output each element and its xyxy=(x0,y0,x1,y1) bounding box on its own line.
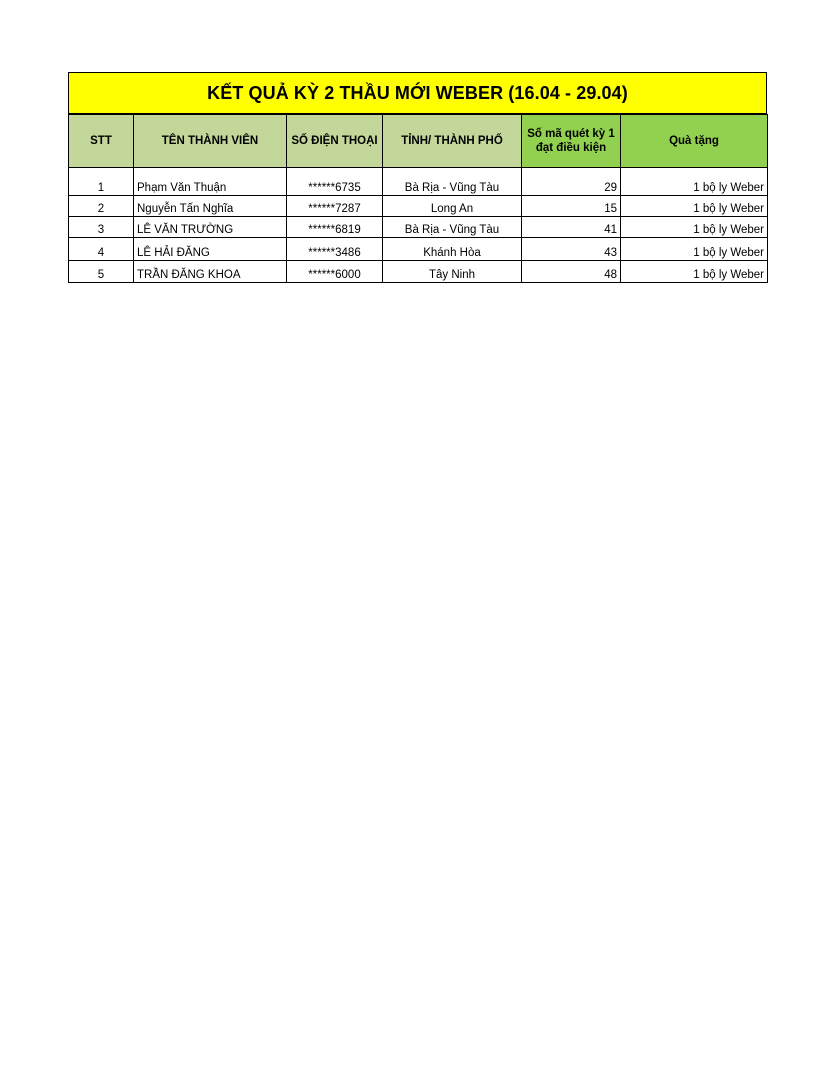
cell-codes: 48 xyxy=(522,261,621,283)
cell-province: Bà Rịa - Vũng Tàu xyxy=(383,168,522,196)
cell-codes: 29 xyxy=(522,168,621,196)
cell-phone: ******6819 xyxy=(287,217,383,238)
header-gift: Quà tặng xyxy=(621,115,768,168)
cell-phone: ******6735 xyxy=(287,168,383,196)
cell-phone: ******7287 xyxy=(287,196,383,217)
header-codes-line1: Số mã quét kỳ 1 xyxy=(527,128,615,140)
cell-province: Long An xyxy=(383,196,522,217)
cell-name: LÊ HẢI ĐĂNG xyxy=(134,238,287,261)
cell-province: Bà Rịa - Vũng Tàu xyxy=(383,217,522,238)
cell-name: LÊ VĂN TRƯỜNG xyxy=(134,217,287,238)
header-province: TỈNH/ THÀNH PHỐ xyxy=(383,115,522,168)
cell-province: Tây Ninh xyxy=(383,261,522,283)
table-row xyxy=(69,261,768,283)
cell-codes: 41 xyxy=(522,217,621,238)
results-table xyxy=(68,114,768,283)
header-codes-line2: đạt điều kiện xyxy=(535,142,607,154)
cell-name: Nguyễn Tấn Nghĩa xyxy=(134,196,287,217)
table-row xyxy=(69,238,768,261)
cell-stt: 5 xyxy=(69,261,134,283)
cell-name: Phạm Văn Thuận xyxy=(134,168,287,196)
cell-stt: 1 xyxy=(69,168,134,196)
cell-phone: ******3486 xyxy=(287,238,383,261)
cell-stt: 4 xyxy=(69,238,134,261)
cell-gift: 1 bộ ly Weber xyxy=(621,261,768,283)
table-header-row xyxy=(69,115,768,168)
cell-name: TRẦN ĐĂNG KHOA xyxy=(134,261,287,283)
sheet-title: KẾT QUẢ KỲ 2 THẦU MỚI WEBER (16.04 - 29.04) xyxy=(68,72,767,114)
cell-gift: 1 bộ ly Weber xyxy=(621,168,768,196)
header-name: TÊN THÀNH VIÊN xyxy=(134,115,287,168)
results-sheet xyxy=(68,72,767,283)
cell-province: Khánh Hòa xyxy=(383,238,522,261)
header-codes xyxy=(522,115,621,168)
cell-stt: 2 xyxy=(69,196,134,217)
cell-gift: 1 bộ ly Weber xyxy=(621,217,768,238)
cell-gift: 1 bộ ly Weber xyxy=(621,238,768,261)
table-row xyxy=(69,217,768,238)
table-row xyxy=(69,168,768,196)
cell-phone: ******6000 xyxy=(287,261,383,283)
table-row xyxy=(69,196,768,217)
header-stt: STT xyxy=(69,115,134,168)
cell-gift: 1 bộ ly Weber xyxy=(621,196,768,217)
header-phone: SỐ ĐIỆN THOẠI xyxy=(287,115,383,168)
cell-stt: 3 xyxy=(69,217,134,238)
cell-codes: 43 xyxy=(522,238,621,261)
cell-codes: 15 xyxy=(522,196,621,217)
